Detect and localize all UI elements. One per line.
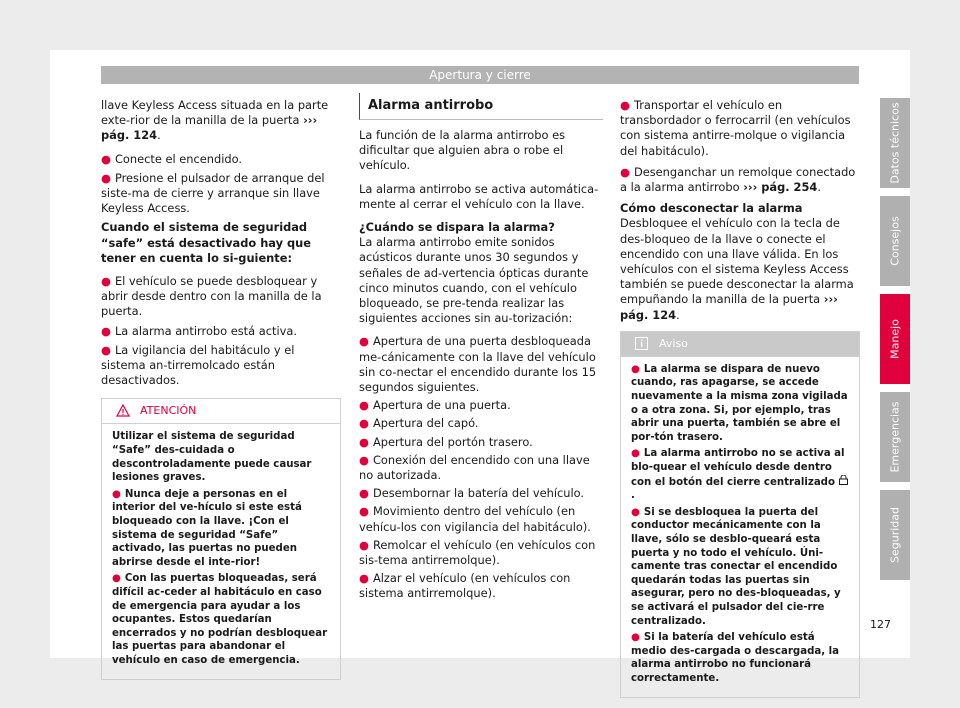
section-heading: Alarma antirrobo xyxy=(368,98,494,113)
bullet-icon: ● xyxy=(631,632,640,644)
list-item: ● Transportar el vehículo en transbordador o ferrocarril (en vehículos con sistema antirre-molque o vigilancia del habitáculo). xyxy=(620,98,851,158)
list-item: ● La alarma antirrobo está activa. xyxy=(101,323,297,338)
list-item: ● Apertura de una puerta. xyxy=(359,398,511,413)
warning-triangle-icon xyxy=(116,404,130,417)
bullet-icon: ● xyxy=(101,342,111,357)
list-item: ● Presione el pulsador de arranque del siste-ma de cierre y arranque sin llave Keyless Access. xyxy=(101,170,325,216)
bullet-icon: ● xyxy=(631,506,640,518)
paragraph-3: La alarma antirrobo emite sonidos acústicos durante unos 30 segundos y señales de ad-vertencia ópticas durante cinco minutos cuando, con el vehículo bloqueado, se pre-tenda realizar las siguientes acciones sin au-torización: xyxy=(359,235,589,326)
bullet-icon: ● xyxy=(359,334,369,349)
note-header xyxy=(621,332,859,357)
paragraph-1: La función de la alarma antirrobo es dificultar que alguien abra o robe el vehículo. xyxy=(359,128,566,173)
list-item: ● La alarma antirrobo no se activa al blo-quear el vehículo desde dentro con el botón del cierre centralizado . xyxy=(631,447,849,502)
list-item: ● El vehículo se puede desbloquear y abrir desde dentro con la manilla de la puerta. xyxy=(101,274,322,319)
tab-datos-tecnicos[interactable]: Datos técnicos xyxy=(880,98,910,188)
list-item: ● Apertura de una puerta desbloqueada me-cánicamente con la llave del vehículo sin co-nectar el encendido durante los 15 segundos siguientes. xyxy=(359,334,597,395)
bullet-icon: ● xyxy=(112,573,121,585)
list-item: ● Nunca deje a personas en el interior del ve-hículo si este está bloqueado con la llave. ¡Con el sistema de seguridad “Safe” activado, las puertas no pueden abrirse desde el inte-rior! xyxy=(112,488,302,568)
list-item: ● Si la batería del vehículo está medio des-cargada o descargada, la alarma antirrobo no funcionará correctamente. xyxy=(631,632,840,684)
safe-list xyxy=(101,274,341,388)
bullet-icon: ● xyxy=(620,98,630,112)
paragraph-2: La alarma antirrobo se activa automática-mente al cerrar el vehículo con la llave. xyxy=(359,181,599,211)
bullet-icon: ● xyxy=(359,486,369,501)
bullet-icon: ● xyxy=(631,363,640,375)
list-item: ● Con las puertas bloqueadas, será difícil ac-ceder al habitáculo en caso de emergencia para ayudar a los ocupantes. Estos quedarían encerrados y no podrían desbloquear las puertas para abandonar el vehículo en caso de emergencia. xyxy=(112,573,328,666)
bullet-icon: ● xyxy=(631,448,640,460)
intro-paragraph: llave Keyless Access situada en la parte exte-rior de la manilla de la puerta ››› pág. 124. xyxy=(101,98,329,143)
col3-bullet-2: ● Desenganchar un remolque conectado a la alarma antirrobo ››› pág. 254. xyxy=(620,164,856,195)
info-icon xyxy=(635,337,648,350)
lock-icon: . xyxy=(631,477,848,502)
bullet-icon: ● xyxy=(359,434,369,449)
note-title: Aviso xyxy=(659,336,688,350)
list-item: ● Conexión del encendido con una llave no autorizada. xyxy=(359,452,590,483)
col3-list xyxy=(620,98,860,159)
bullet-icon: ● xyxy=(359,452,369,467)
note-list xyxy=(631,363,849,686)
list-item: ● Si se desbloquea la puerta del conductor mecánicamente con la llave, sólo se desblo-queará esta puerta y no todo el vehículo. Úni-camente tras conectar el encendido quedarán todas las puertas sin asegurar, pero no des-bloqueadas, y se activará el pulsador del cie-rre centralizado. xyxy=(631,506,841,627)
warning-list xyxy=(112,488,330,668)
tab-manejo[interactable]: Manejo xyxy=(880,294,910,384)
list-item: ● La vigilancia del habitáculo y el sistema an-tirremolcado están desactivados. xyxy=(101,342,295,388)
column-2 xyxy=(359,128,602,605)
note-body xyxy=(621,357,859,697)
warning-intro: Utilizar el sistema de seguridad “Safe” des-cuidada o descontroladamente puede causar lesiones graves. xyxy=(112,431,312,484)
bullet-icon: ● xyxy=(101,170,111,185)
list-item: ● Desembornar la batería del vehículo. xyxy=(359,486,585,501)
bullet-icon: ● xyxy=(359,416,369,431)
column-3 xyxy=(620,98,860,698)
warning-title: ATENCIÓN xyxy=(140,404,197,418)
bullet-icon: ● xyxy=(359,537,369,552)
list-item: ● Apertura del portón trasero. xyxy=(359,434,533,449)
list-item: ● Apertura del capó. xyxy=(359,416,479,431)
page-reference-link[interactable]: ››› pág. 124 xyxy=(620,292,838,322)
list-item: ● Remolcar el vehículo (en vehículos con sis-tema antirremolque). xyxy=(359,537,596,568)
trigger-heading: ¿Cuándo se dispara la alarma? xyxy=(359,220,555,235)
note-box xyxy=(620,331,860,698)
list-item: ● Movimiento dentro del vehículo (en vehícu-los con vigilancia del habitáculo). xyxy=(359,504,591,534)
warning-header xyxy=(102,399,340,424)
section-heading-box xyxy=(359,93,603,120)
disconnect-heading: Cómo desconectar la alarma xyxy=(620,201,803,216)
bullet-icon: ● xyxy=(359,398,369,413)
chapter-tabs xyxy=(880,98,910,588)
tab-emergencias[interactable]: Emergencias xyxy=(880,392,910,482)
tab-consejos[interactable]: Consejos xyxy=(880,196,910,286)
list-item: ● Conecte el encendido. xyxy=(101,151,242,166)
bullet-icon: ● xyxy=(359,504,369,519)
list-item: ● Alzar el vehículo (en vehículos con sistema antirremolque). xyxy=(359,571,571,601)
trigger-list xyxy=(359,334,602,601)
steps-list xyxy=(101,152,341,217)
page-reference-link[interactable]: ››› pág. 124 xyxy=(101,113,318,143)
page-reference-link[interactable]: ››› pág. 254 xyxy=(743,180,818,195)
bullet-icon: ● xyxy=(101,151,111,166)
bullet-icon: ● xyxy=(101,274,111,289)
tab-seguridad[interactable]: Seguridad xyxy=(880,490,910,580)
warning-body xyxy=(102,424,340,678)
page-header: Apertura y cierre xyxy=(101,66,859,84)
safe-heading: Cuando el sistema de seguridad “safe” está desactivado hay que tener en cuenta lo si-guiente: xyxy=(101,220,312,265)
column-1 xyxy=(101,98,341,680)
bullet-icon: ● xyxy=(112,488,121,500)
bullet-icon: ● xyxy=(359,571,369,586)
page-number: 127 xyxy=(870,618,891,631)
warning-box xyxy=(101,398,341,679)
bullet-icon: ● xyxy=(101,323,111,338)
disconnect-paragraph: Desbloquee el vehículo con la tecla de des-bloqueo de la llave o conecte el encendido con una llave válida. En los vehículos con el sistema Keyless Access también se puede desconectar la alarma empuñando la manilla de la puerta ››› pág. 124. xyxy=(620,216,854,322)
list-item: ● La alarma se dispara de nuevo cuando, ras apagarse, se accede nuevamente a la misma zona vigilada o a otra zona. Si, por ejemplo, tras abrir una puerta, también se abre el por-tón trasero. xyxy=(631,363,848,443)
